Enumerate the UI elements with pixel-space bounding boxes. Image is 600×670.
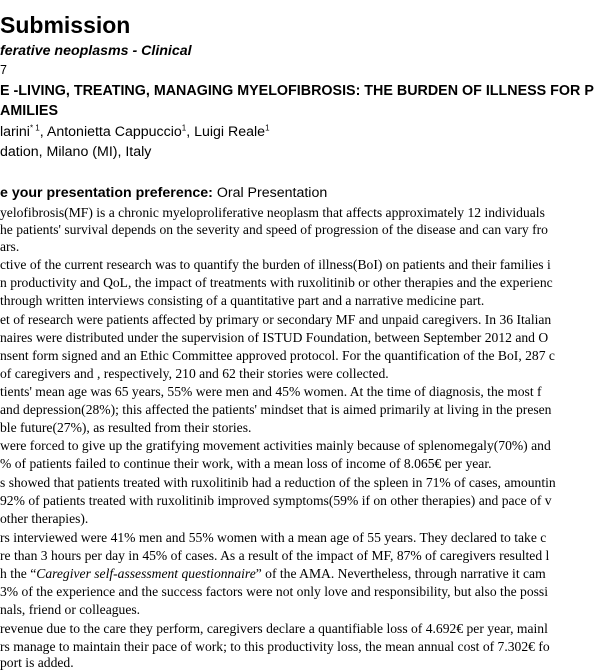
body-line: through written interviews consisting of a quantitative part and a narrative medicine part. (0, 293, 485, 308)
body-line: of caregivers and , respectively, 210 and 62 their stories were collected. (0, 366, 389, 381)
author-list (0, 125, 270, 139)
body-line: n productivity and QoL, the impact of treatments with ruxolitinib or other therapies and the experienc (0, 275, 553, 290)
body-line: % of patients failed to continue their work, with a mean loss of income of 8.065€ per year. (0, 456, 492, 471)
author-name: larini (0, 124, 30, 140)
body-line: nsent form signed and an Ethic Committee approved protocol. For the quantification of the BoI, 287 c (0, 348, 555, 363)
body-text: ” of the AMA. Nevertheless, through narrative it cam (255, 566, 546, 581)
body-line: other therapies). (0, 511, 89, 526)
page-title: Submission (0, 12, 131, 38)
author-affiliation-mark: 1 (265, 123, 270, 133)
body-line: 3% of the experience and the success factors were not only love and responsibility, but also the possi (0, 584, 549, 599)
body-line: tients' mean age was 65 years, 55% were men and 45% women. At the time of diagnosis, the most f (0, 384, 542, 399)
body-line: were forced to give up the gratifying movement activities mainly because of splenomegaly(70%) and (0, 438, 551, 453)
body-line: ctive of the current research was to quantify the burden of illness(BoI) on patients and their families i (0, 257, 551, 272)
body-line: 92% of patients treated with ruxolitinib improved symptoms(59% if on other therapies) and pace of v (0, 493, 552, 508)
author-name: , Luigi Reale (186, 124, 266, 140)
body-line: ble future(27%), as resulted from their stories. (0, 420, 252, 435)
abstract-title-line-2: AMILIES (0, 103, 58, 119)
questionnaire-title: Caregiver self-assessment questionnaire (36, 566, 256, 581)
body-line: re than 3 hours per day in 45% of cases. As a result of the impact of MF, 87% of caregivers resulted l (0, 548, 550, 563)
body-line: revenue due to the care they perform, caregivers declare a quantifiable loss of 4.692€ per year, mainl (0, 621, 548, 636)
body-text: h the “ (0, 566, 37, 581)
preference-label: e your presentation preference: (0, 185, 213, 201)
body-line: naires were distributed under the supervision of ISTUD Foundation, between September 2012 and O (0, 330, 549, 345)
presentation-preference (0, 185, 327, 201)
author-affiliation-mark: 1 (181, 123, 187, 133)
affiliation: dation, Milano (MI), Italy (0, 144, 152, 160)
body-line: s showed that patients treated with ruxolitinib had a reduction of the spleen in 71% of cases, amountin (0, 475, 556, 490)
body-line: rs manage to maintain their pace of work; to this productivity loss, the mean annual cost of 7.302€ fo (0, 639, 550, 654)
abstract-title-line-1: E -LIVING, TREATING, MANAGING MYELOFIBROSIS: THE BURDEN OF ILLNESS FOR P (0, 83, 594, 99)
body-line (0, 567, 546, 581)
body-line: et of research were patients affected by primary or secondary MF and unpaid caregivers. In 36 Italian (0, 312, 552, 327)
abstract-category: ferative neoplasms - Clinical (0, 43, 192, 59)
body-line: and depression(28%); this affected the patients' mindset that is aimed primarily at living in the presen (0, 402, 552, 417)
author-affiliation-mark: * 1 (29, 123, 40, 133)
abstract-number: 7 (0, 63, 7, 77)
author-name: , Antonietta Cappuccio (39, 124, 182, 140)
body-line: nals, friend or colleagues. (0, 602, 141, 617)
body-line: rs interviewed were 41% men and 55% women with a mean age of 55 years. They declared to take c (0, 530, 547, 545)
body-line: yelofibrosis(MF) is a chronic myeloproliferative neoplasm that affects approximately 12 individuals (0, 205, 545, 220)
body-line: port is added. (0, 655, 74, 670)
body-line: ars. (0, 239, 20, 254)
body-line: he patients' survival depends on the severity and speed of progression of the disease and can vary fro (0, 222, 548, 237)
preference-value: Oral Presentation (212, 185, 328, 201)
